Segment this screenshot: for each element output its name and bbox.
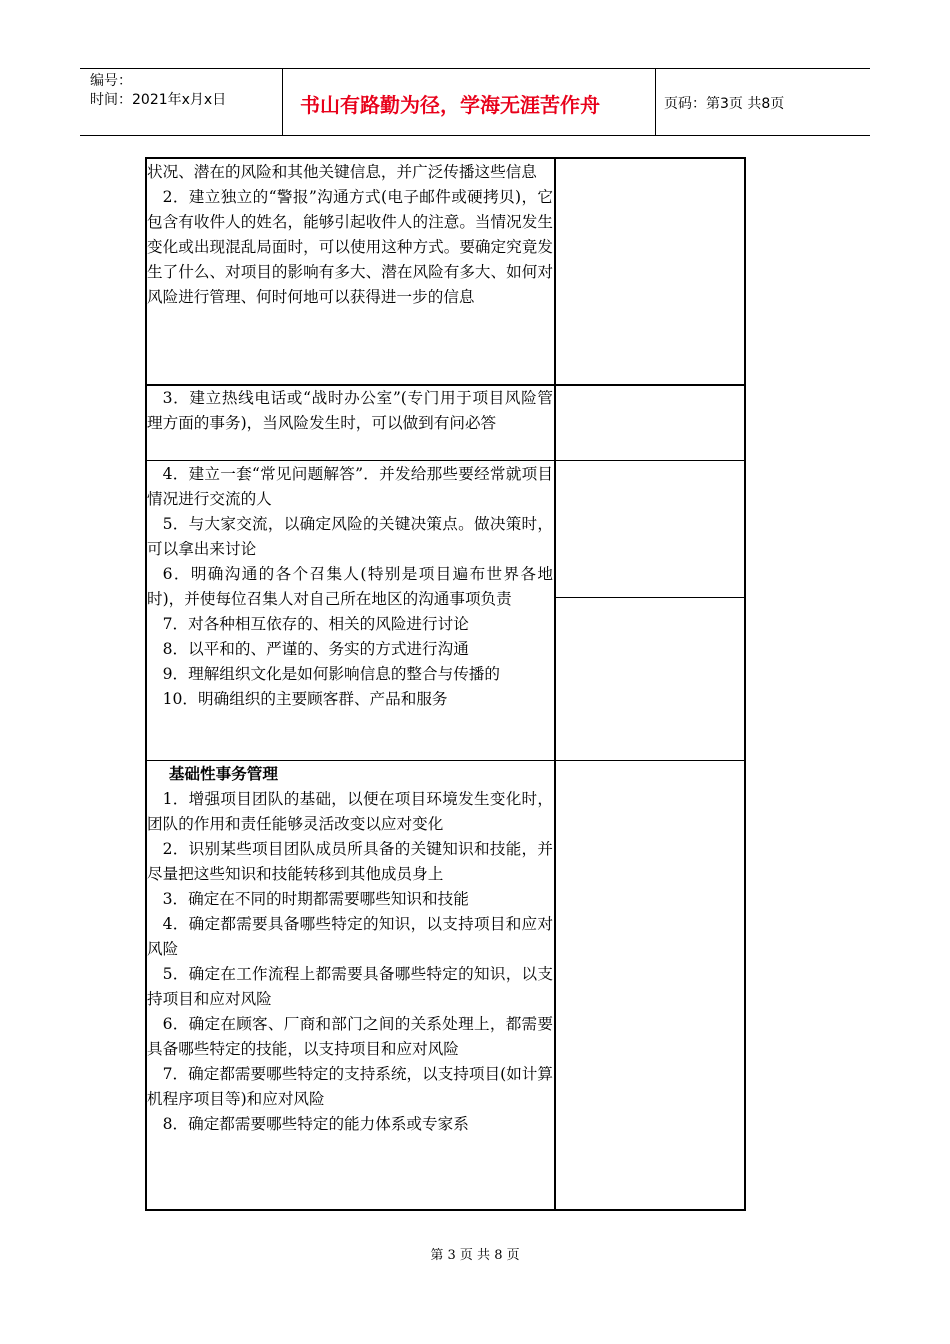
section-heading: 基础性事务管理 (168, 765, 278, 783)
table-cell (147, 462, 553, 712)
cell-paragraph: 9．理解组织文化是如何影响信息的整合与传播的 (162, 665, 500, 683)
table-cell (147, 160, 553, 310)
table-row-divider (145, 760, 746, 761)
cell-paragraph: 3．建立热线电话或“战时办公室”(专门用于项目风险管理方面的事务)，当风险发生时，可以做到有问必答 (147, 389, 553, 432)
cell-paragraph: 3．确定在不同的时期都需要哪些知识和技能 (162, 890, 469, 908)
cell-paragraph: 5．确定在工作流程上都需要具备哪些特定的知识，以支持项目和应对风险 (147, 965, 553, 1008)
cell-paragraph: 5．与大家交流，以确定风险的关键决策点。做决策时，可以拿出来讨论 (147, 515, 553, 558)
cell-paragraph: 1．增强项目团队的基础，以便在项目环境发生变化时，团队的作用和责任能够灵活改变以应对变化 (147, 790, 553, 833)
table-right-cell-divider (555, 597, 745, 598)
cell-paragraph: 2．识别某些项目团队成员所具备的关键知识和技能，并尽量把这些知识和技能转移到其他成员身上 (147, 840, 553, 883)
cell-paragraph: 4．确定都需要具备哪些特定的知识，以支持项目和应对风险 (147, 915, 553, 958)
cell-paragraph: 状况、潜在的风险和其他关键信息，并广泛传播这些信息 (147, 163, 537, 181)
table-row-divider (145, 460, 746, 461)
header-divider-right (655, 68, 656, 136)
cell-paragraph: 8．确定都需要哪些特定的能力体系或专家系 (162, 1115, 469, 1133)
header-top-rule (80, 68, 870, 69)
cell-paragraph: 7．确定都需要哪些特定的支持系统，以支持项目(如计算机程序项目等)和应对风险 (147, 1065, 553, 1108)
cell-paragraph: 2．建立独立的“警报”沟通方式(电子邮件或硬拷贝)，它包含有收件人的姓名，能够引起收件人的注意。当情况发生变化或出现混乱局面时，可以使用这种方式。要确定究竟发生了什么、对项目的影响有多大、潜在风险有多大、如何对风险进行管理、何时何地可以获得进一步的信息 (147, 188, 553, 306)
header-motto: 书山有路勤为径，学海无涯苦作舟 (300, 93, 600, 117)
cell-paragraph: 6．确定在顾客、厂商和部门之间的关系处理上，都需要具备哪些特定的技能，以支持项目和应对风险 (147, 1015, 553, 1058)
table-cell (147, 762, 553, 1137)
table-column-divider (554, 157, 556, 1211)
header-divider-left (282, 68, 283, 136)
page-number-label: 页码：第3页 共8页 (664, 96, 785, 112)
page-footer: 第 3 页 共 8 页 (430, 1248, 520, 1263)
cell-paragraph: 10．明确组织的主要顾客群、产品和服务 (162, 690, 448, 708)
document-number-label: 编号： (90, 73, 132, 89)
cell-paragraph: 4．建立一套“常见问题解答”．并发给那些要经常就项目情况进行交流的人 (147, 465, 553, 508)
cell-paragraph: 8．以平和的、严谨的、务实的方式进行沟通 (162, 640, 469, 658)
document-time-label: 时间：2021年x月x日 (90, 92, 227, 108)
header-bottom-rule (80, 135, 870, 136)
table-cell (147, 386, 553, 436)
cell-paragraph: 7．对各种相互依存的、相关的风险进行讨论 (162, 615, 469, 633)
cell-paragraph: 6．明确沟通的各个召集人(特别是项目遍布世界各地时)，并使每位召集人对自己所在地区的沟通事项负责 (147, 565, 553, 608)
